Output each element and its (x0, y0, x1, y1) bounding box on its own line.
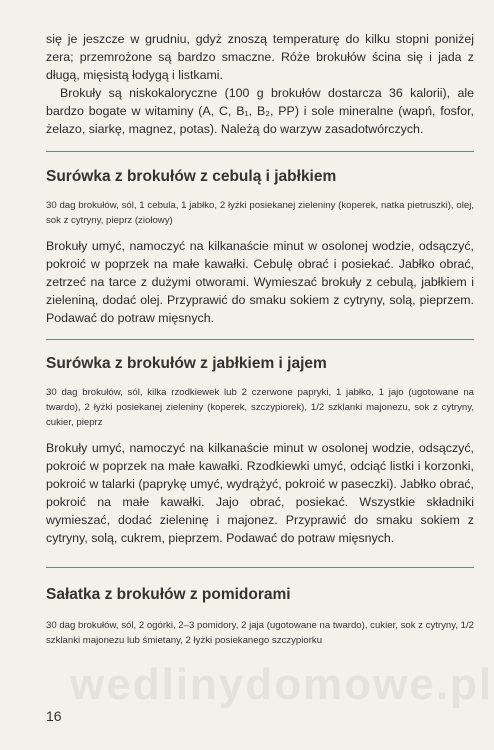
section-divider (46, 339, 474, 340)
recipe-ingredients-3: 30 dag brokułów, sól, 2 ogórki, 2–3 pomidory, 2 jaja (ugotowane na twardo), cukier, sok z cytryny, 1/2 szklanki majonezu lub śmietany, 2 łyżki posiekanego szczypiorku (46, 620, 474, 646)
intro-paragraph-1: się je jeszcze w grudniu, gdyż znoszą temperaturę do kilku stopni poniżej zera; przemrożone są bardzo smaczne. Róże brokułów ścina się i jada z długą, mięsistą łodygą i listkami. (46, 32, 474, 82)
section-divider (46, 151, 474, 152)
watermark: wedlinydomowe.pl (70, 660, 494, 709)
recipe-title-2: Surówka z brokułów z jabłkiem i jajem (46, 355, 327, 372)
section-divider (46, 567, 474, 568)
recipe-method-1: Brokuły umyć, namoczyć na kilkanaście minut w osolonej wodzie, odsączyć, pokroić w poprzek na małe kawałki. Cebulę obrać i posiekać. Jabłko obrać, zetrzeć na tarce z dużymi otworami. Wymieszać brokuły z cebulą, jabłkiem i zieleniną, dodać olej. Przyprawić do smaku sokiem z cytryny, solą, pieprzem. Podawać do potraw mięsnych. (46, 239, 474, 325)
intro-paragraph-2: Brokuły są niskokaloryczne (100 g brokułów dostarcza 36 kalorii), ale bardzo bogate w witaminy (A, C, B₁, B₂, PP) i sole mineralne (wapń, fosfor, żelazo, siarkę, magnez, potas). Należą do warzyw zasadotwórczych. (46, 86, 474, 136)
recipe-ingredients-2: 30 dag brokułów, sól, kilka rzodkiewek lub 2 czerwone papryki, 1 jabłko, 1 jajo (ugotowane na twardo), 2 łyżki posiekanej zieleniny (koperek, szczypiorek), 1/2 szklanki majonezu, sok z cytryny, cukier, pieprz (46, 387, 474, 428)
recipe-method-2: Brokuły umyć, namoczyć na kilkanaście minut w osolonej wodzie, odsączyć, pokroić w poprzek na małe kawałki. Rzodkiewki umyć, odciąć listki i korzonki, pokroić w talarki (paprykę umyć, wydrążyć, pokroić w paseczki). Jabłko obrać, pokroić na małe kawałki. Jajo obrać, posiekać. Wszystkie składniki wymieszać, dodać zieleninę i majonez. Przyprawić do smaku sokiem z cytryny, solą, cukrem, pieprzem. Podawać do potraw mięsnych. (46, 441, 474, 545)
recipe-ingredients-1: 30 dag brokułów, sól, 1 cebula, 1 jabłko, 2 łyżki posiekanej zieleniny (koperek, natka pietruszki), olej, sok z cytryny, pieprz (ziołowy) (46, 200, 474, 226)
intro-text (46, 30, 474, 138)
page-number: 16 (46, 708, 62, 724)
recipe-title-3: Sałatka z brokułów z pomidorami (46, 586, 291, 603)
recipe-title-1: Surówka z brokułów z cebulą i jabłkiem (46, 168, 337, 185)
